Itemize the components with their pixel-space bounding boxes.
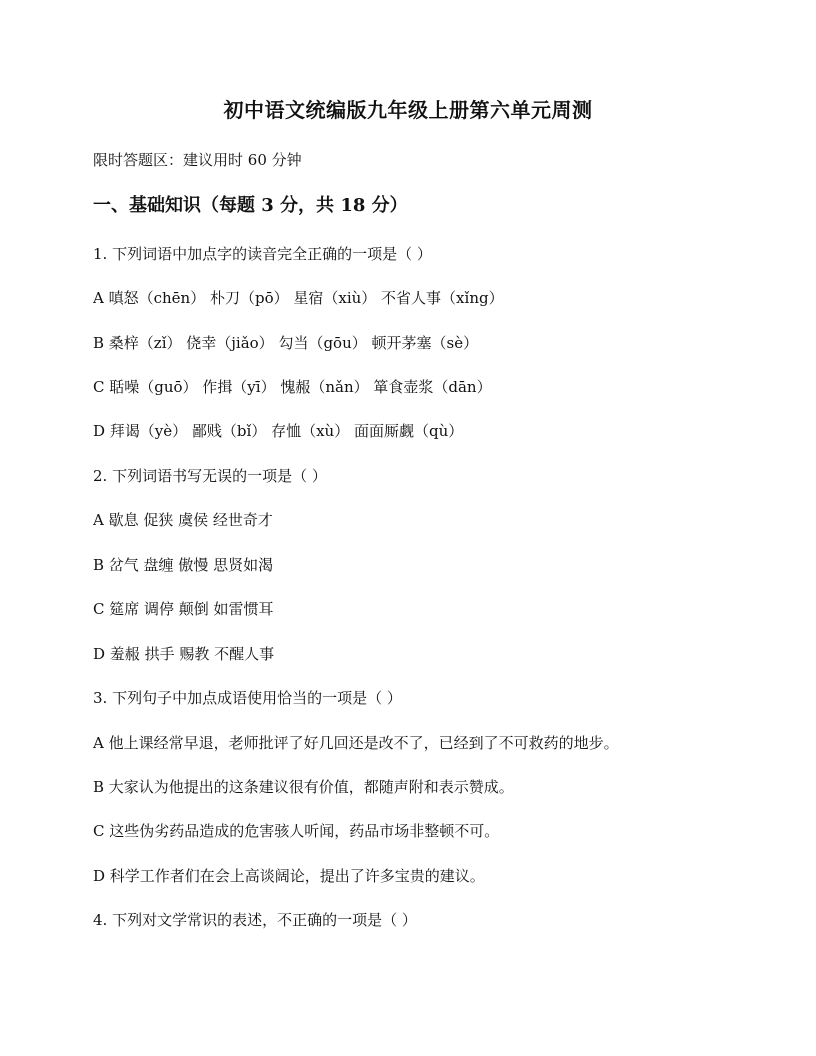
question-3-option-d: D 科学工作者们在会上高谈阔论，提出了许多宝贵的建议。 xyxy=(93,867,485,885)
question-1-option-d: D 拜谒（yè） 鄙贱（bǐ） 存恤（xù） 面面厮觑（qù） xyxy=(93,422,464,440)
question-3-stem: 3. 下列句子中加点成语使用恰当的一项是（ ） xyxy=(93,689,402,707)
time-instructions: 限时答题区：建议用时 60 分钟 xyxy=(93,151,302,169)
question-3-option-c: C 这些伪劣药品造成的危害骇人听闻，药品市场非整顿不可。 xyxy=(93,822,500,840)
question-3-option-b: B 大家认为他提出的这条建议很有价值，都随声附和表示赞成。 xyxy=(93,778,514,796)
question-2-option-a: A 歇息 促狭 虞侯 经世奇才 xyxy=(93,511,273,529)
question-1-option-b: B 桑梓（zǐ） 侥幸（jiǎo） 勾当（gōu） 顿开茅塞（sè） xyxy=(93,334,479,352)
question-1-option-a: A 嗔怒（chēn） 朴刀（pō） 星宿（xiù） 不省人事（xǐng） xyxy=(93,289,504,307)
question-2-option-d: D 羞赧 拱手 赐教 不醒人事 xyxy=(93,645,275,663)
question-3-option-a: A 他上课经常早退，老师批评了好几回还是改不了，已经到了不可救药的地步。 xyxy=(93,734,619,752)
question-2-stem: 2. 下列词语书写无误的一项是（ ） xyxy=(93,467,327,485)
question-1-option-c: C 聒噪（guō） 作揖（yī） 愧赧（nǎn） 箪食壶浆（dān） xyxy=(93,378,492,396)
question-1-stem: 1. 下列词语中加点字的读音完全正确的一项是（ ） xyxy=(93,245,432,263)
question-4-stem: 4. 下列对文学常识的表述，不正确的一项是（ ） xyxy=(93,911,417,929)
question-2-option-b: B 岔气 盘缠 傲慢 思贤如渴 xyxy=(93,556,274,574)
question-2-option-c: C 筵席 调停 颠倒 如雷惯耳 xyxy=(93,600,274,618)
document-title: 初中语文统编版九年级上册第六单元周测 xyxy=(223,98,593,122)
section-heading: 一、基础知识（每题 3 分，共 18 分） xyxy=(93,195,408,216)
